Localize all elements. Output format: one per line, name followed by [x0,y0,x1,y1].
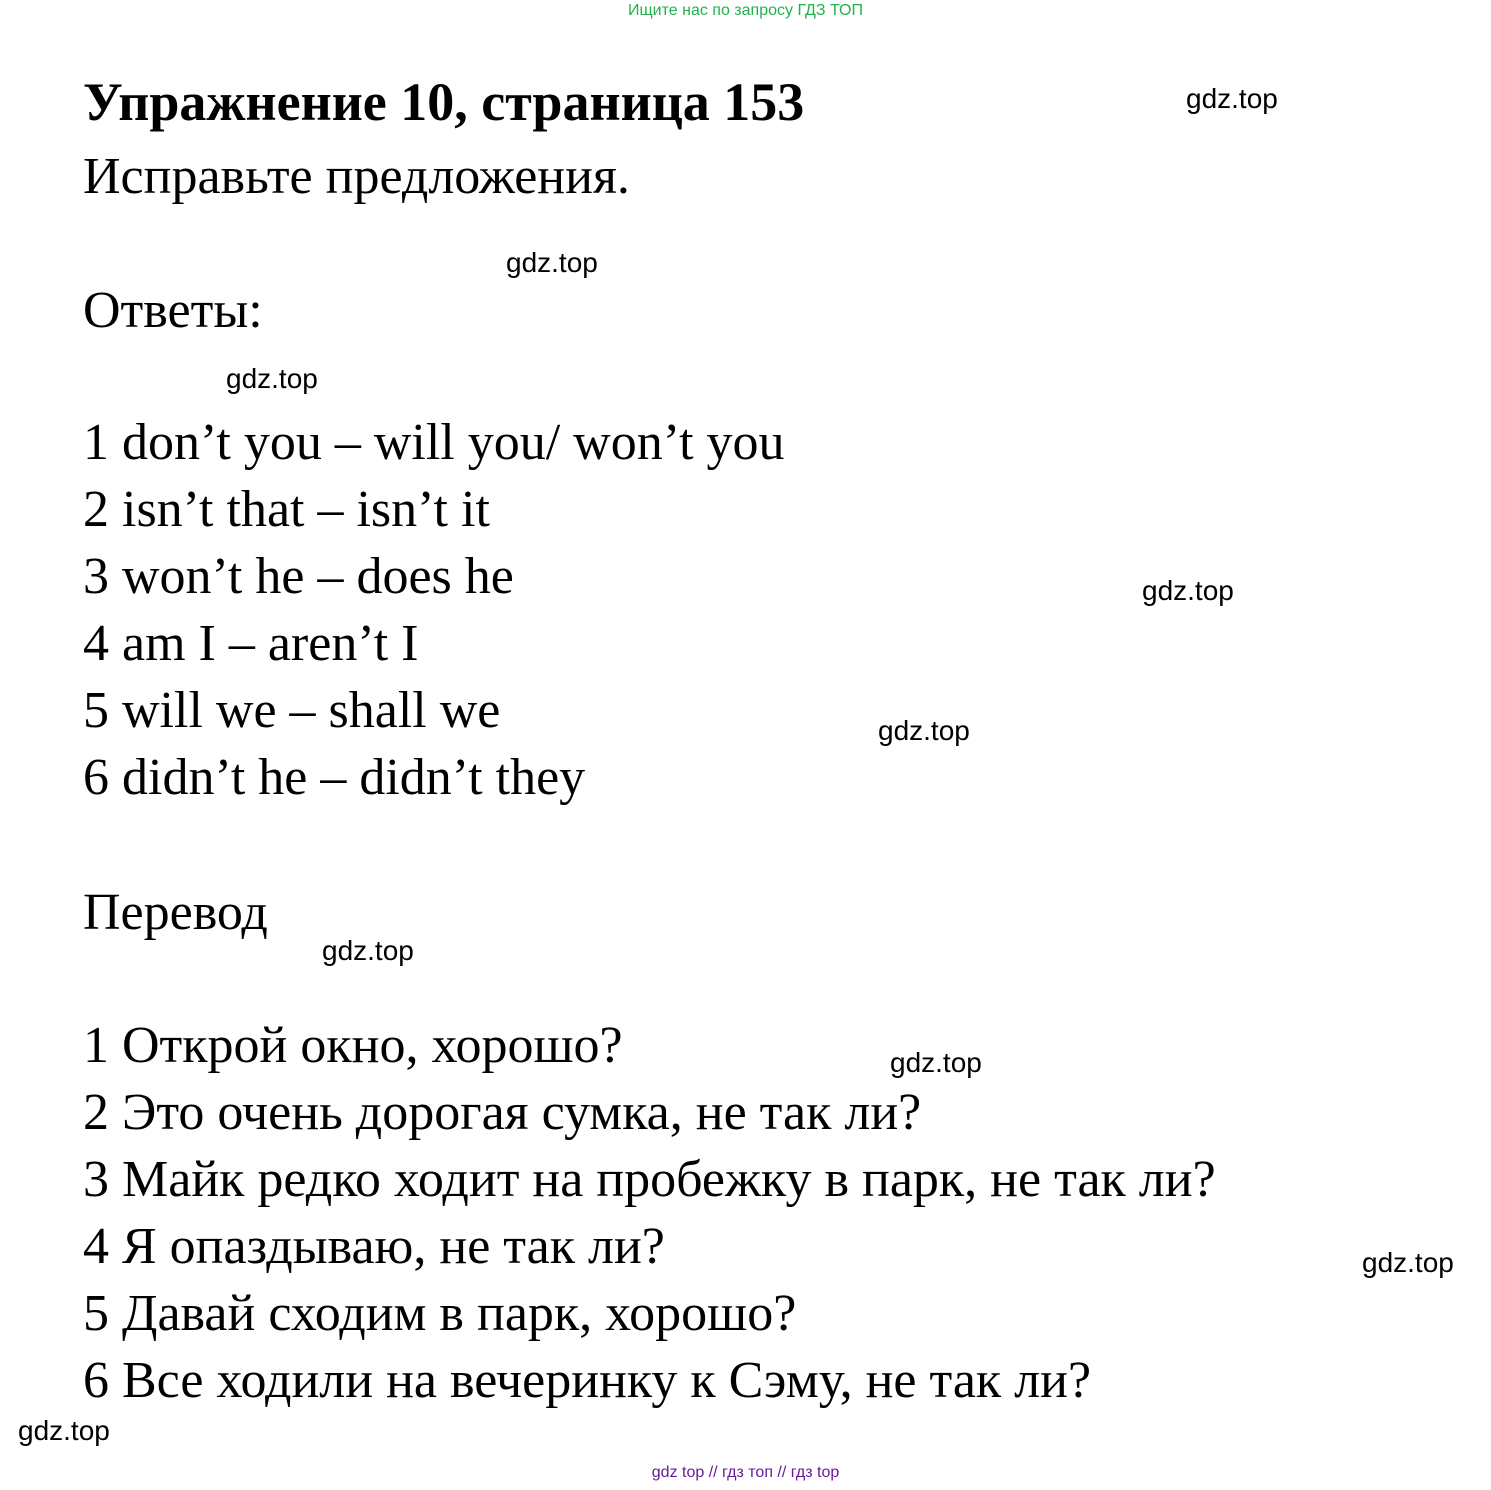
translation-line-4: 4 Я опаздываю, не так ли? [83,1218,665,1275]
footer-links: gdz top // гдз топ // гдз top [651,1464,840,1481]
watermark: gdz.top [1142,575,1234,606]
translation-line-5: 5 Давай сходим в парк, хорошо? [83,1285,797,1342]
answer-line-4: 4 am I – aren’t I [83,615,419,672]
answer-line-3: 3 won’t he – does he [83,548,514,605]
watermark: gdz.top [18,1415,110,1446]
answer-line-6: 6 didn’t he – didn’t they [83,749,586,806]
answers-heading: Ответы: [83,282,263,339]
translation-line-3: 3 Майк редко ходит на пробежку в парк, не так ли? [83,1151,1216,1208]
answer-line-1: 1 don’t you – will you/ won’t you [83,414,785,471]
top-banner: Ищите нас по запросу ГДЗ ТОП [628,2,863,19]
exercise-title: Упражнение 10, страница 153 [83,72,805,132]
watermark: gdz.top [506,247,598,278]
translation-line-2: 2 Это очень дорогая сумка, не так ли? [83,1084,922,1141]
translation-line-6: 6 Все ходили на вечеринку к Сэму, не так ли? [83,1352,1092,1409]
watermark: gdz.top [1362,1247,1454,1278]
watermark: gdz.top [226,363,318,394]
watermark: gdz.top [878,715,970,746]
translation-line-1: 1 Открой окно, хорошо? [83,1017,623,1074]
answer-line-2: 2 isn’t that – isn’t it [83,481,490,538]
exercise-instruction: Исправьте предложения. [83,148,630,205]
translation-heading: Перевод [83,884,268,941]
watermark: gdz.top [322,935,414,966]
watermark: gdz.top [890,1047,982,1078]
watermark: gdz.top [1186,83,1278,114]
answer-line-5: 5 will we – shall we [83,682,501,739]
